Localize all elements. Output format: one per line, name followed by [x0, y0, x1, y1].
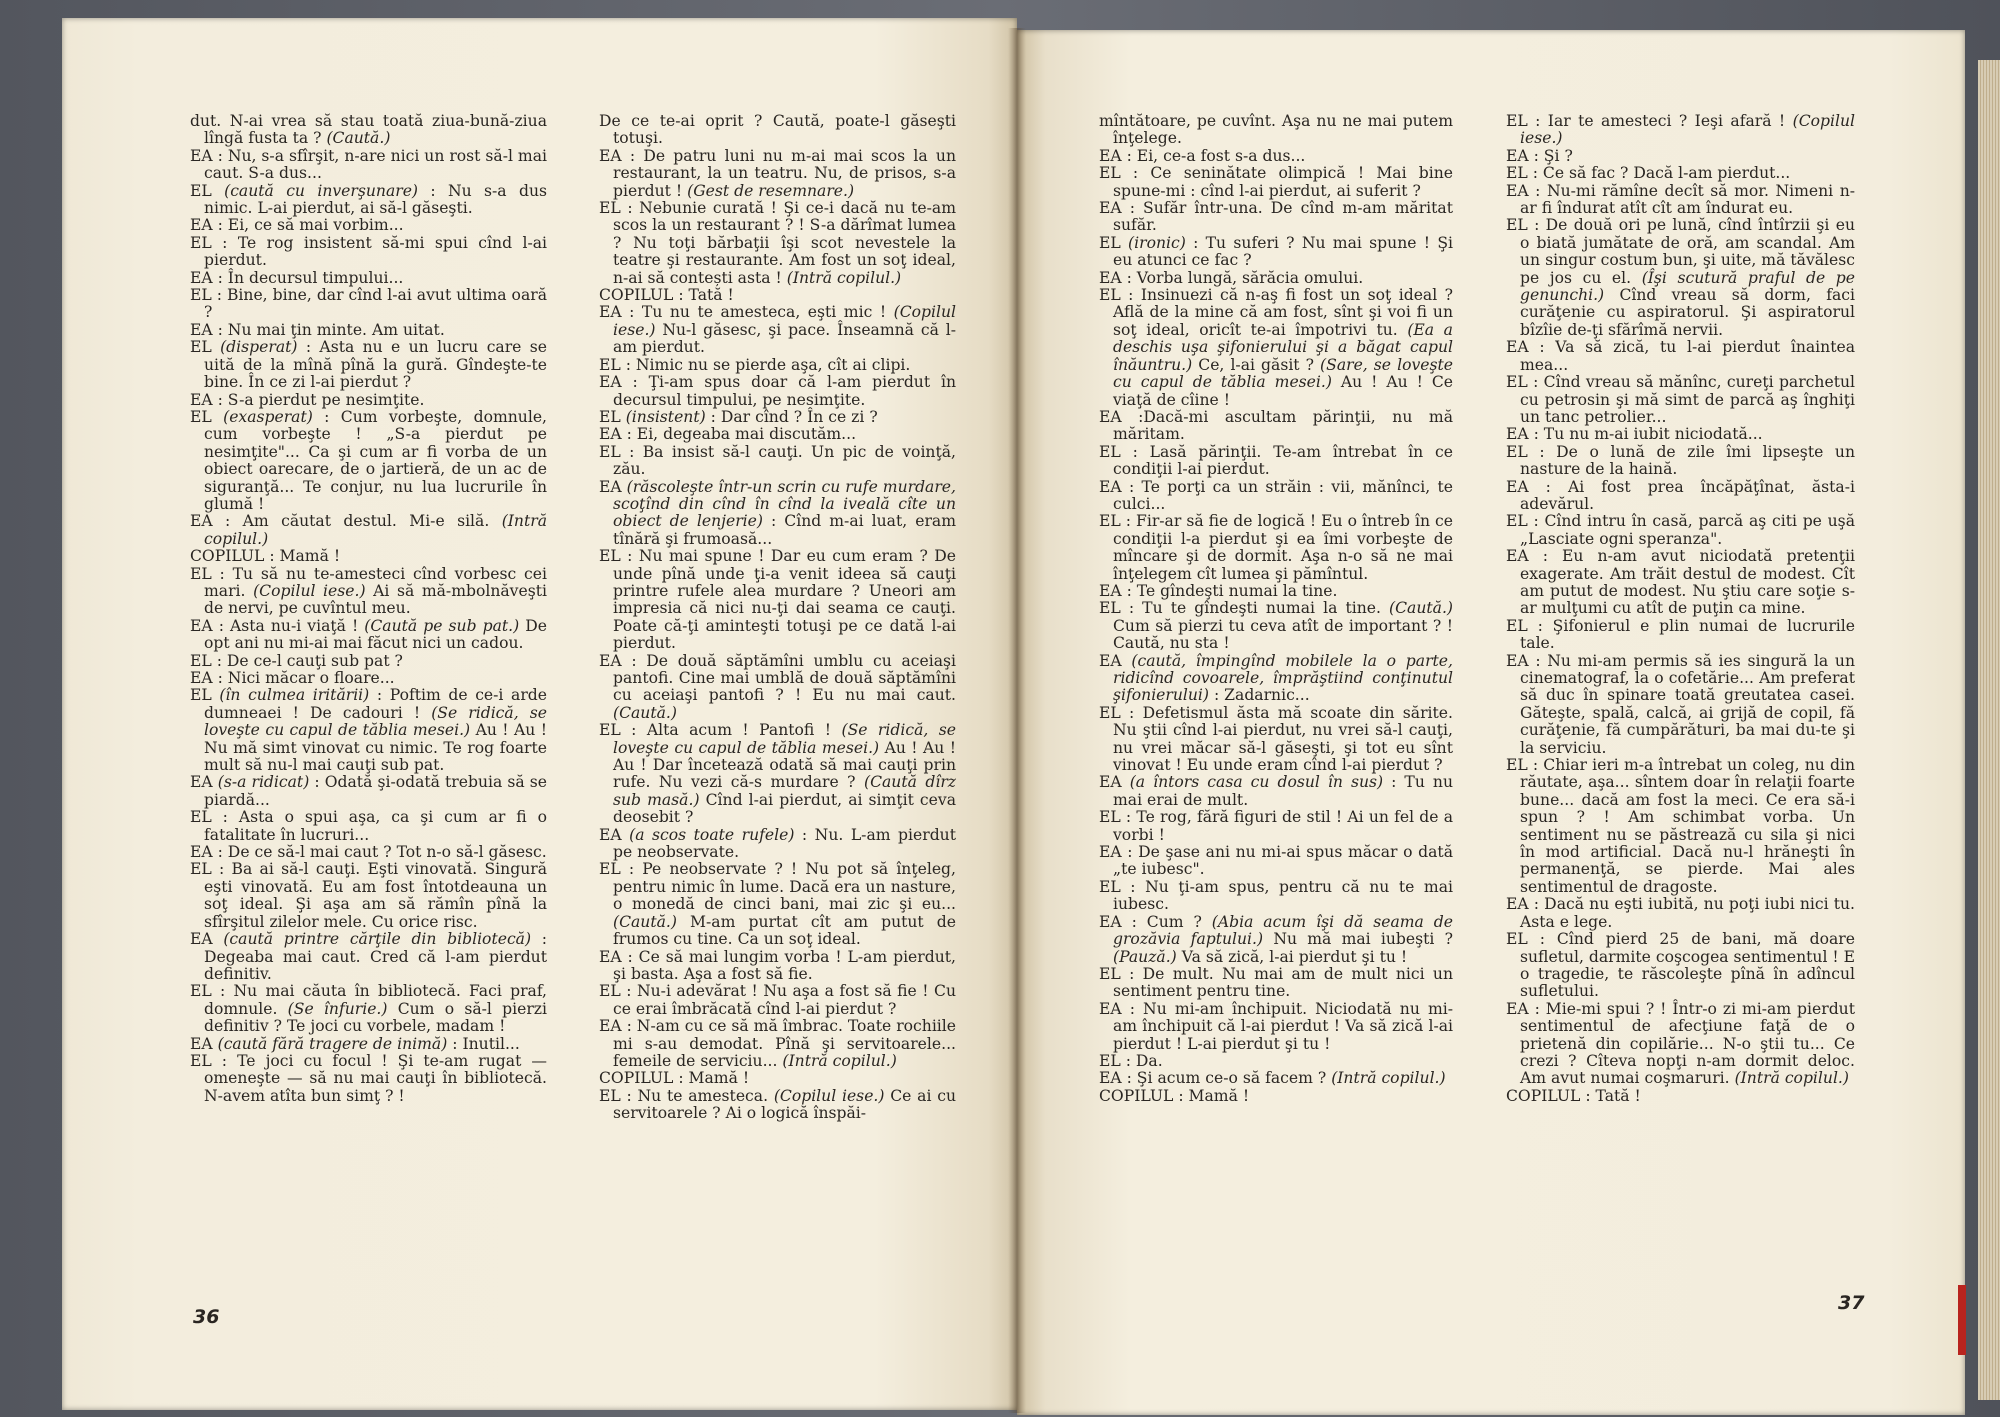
- bookmark-ribbon: [1958, 1285, 1966, 1355]
- dialogue-line: EA : Te porţi ca un străin : vii, mănînci, te culci...: [1099, 477, 1453, 513]
- dialogue-line: EL : Defetismul ăsta mă scoate din sărite. Nu ştii cînd l-ai pierdut, nu vrei să-l cauţi, nu vrei măcar să-l găseşti, şi tot eu sînt vinovat ! Eu unde eram cînd l-ai pierdut ?: [1099, 703, 1453, 775]
- dialogue-line: EA : Mie-mi spui ? ! Într-o zi mi-am pierdut sentimentul de afecţiune faţă de o prietenă din copilărie... N-o ştii tu... Ce crezi ? Cîteva nopţi n-am dormit deloc. Am avut numai coşmaruri. (Intră copilul.): [1506, 999, 1855, 1088]
- dialogue-line: EA : Cum ? (Abia acum îşi dă seama de grozăvia faptului.) Nu mă mai iubeşti ? (Pauză.) Va să zică, l-ai pierdut şi tu !: [1099, 912, 1453, 966]
- dialogue-line: EA (caută fără tragere de inimă) : Inutil...: [190, 1034, 520, 1053]
- book-gutter: [1008, 28, 1026, 1413]
- dialogue-line: EL : Asta o spui aşa, ca şi cum ar fi o fatalitate în lucruri...: [190, 808, 547, 844]
- dialogue-line: EA : Nu-mi rămîne decît să mor. Nimeni n-ar fi îndurat atît cît am îndurat eu.: [1506, 181, 1855, 218]
- dialogue-line: EL : Bine, bine, dar cînd l-ai avut ultima oară ?: [190, 286, 547, 322]
- dialogue-line: EL : Tu să nu te-amesteci cînd vorbesc cei mari. (Copilul iese.) Ai să mă-mbolnăveşti de nervi, pe cuvîntul meu.: [190, 564, 547, 618]
- dialogue-line: EL : Cînd pierd 25 de bani, mă doare sufletul, darmite coşcogea sentimentul ! E o tragedie, te răscoleşte pînă în adîncul sufletului.: [1506, 930, 1855, 1001]
- dialogue-line: EL : De ce-l cauţi sub pat ?: [190, 651, 403, 670]
- dialogue-line: EL : Alta acum ! Pantofi ! (Se ridică, se loveşte cu capul de tăblia mesei.) Au ! Au ! Au ! Dar încetează odată să mai cauţi prin rufe. Nu vezi că-s murdare ? (Caută dîrz sub masă.) Cînd l-ai pierdut, ai simţit ceva deosebit ?: [599, 721, 957, 827]
- dialogue-line: EA (caută, împingînd mobilele la o parte, ridicînd covoarele, împrăştiind conţinutul şifonierului) : Zadarnic...: [1099, 651, 1453, 705]
- dialogue-line: EA : Şi ?: [1506, 146, 1573, 165]
- dialogue-line: EA : S-a pierdut pe nesimţite.: [190, 390, 425, 409]
- dialogue-line: dut. N-ai vrea să stau toată ziua-bună-ziua lîngă fusta ta ? (Caută.): [190, 112, 547, 148]
- text-column-2: [599, 113, 956, 1123]
- dialogue-line: EL : Nu mai spune ! Dar eu cum eram ? De unde pînă unde ţi-a venit ideea să cauţi printre rufele alea murdare ? Uneori am impresia că nici nu-ţi dai seama ce cauţi. Poate că-ţi aminteşti totuşi pe ce dată l-ai pierdut.: [599, 547, 956, 653]
- dialogue-line: EL (insistent) : Dar cînd ? În ce zi ?: [599, 407, 878, 426]
- dialogue-line: EL : Pe neobservate ? ! Nu pot să înţeleg, pentru nimic în lume. Dacă era un nasture, o monedă de cinci bani, mai zic şi eu... (Caută.) M-am purtat cît am putut de frumos cu tine. Ca un soţ ideal.: [599, 860, 956, 949]
- dialogue-line: EA : Vorba lungă, sărăcia omului.: [1099, 268, 1364, 287]
- dialogue-line: EL : Nu ţi-am spus, pentru că nu te mai iubesc.: [1099, 877, 1453, 914]
- dialogue-line: EL : Tu te gîndeşti numai la tine. (Caută.) Cum să pierzi tu ceva atît de important ? ! Caută, nu sta !: [1099, 599, 1453, 653]
- dialogue-line: EA : Ei, ce să mai vorbim...: [190, 216, 404, 235]
- dialogue-line: EL (ironic) : Tu suferi ? Nu mai spune ! Şi eu atunci ce fac ?: [1099, 233, 1453, 270]
- dialogue-line: EA : Nu mi-am permis să ies singură la un cinematograf, la o cofetărie... Am preferat să duc în spinare toată greutatea casei. Găteşte, spală, calcă, ai grijă de copil, fă curăţenie, fă cumpărături, ba mai du-te şi la serviciu.: [1506, 651, 1855, 757]
- dialogue-line: EL (caută cu inverşunare) : Nu s-a dus nimic. L-ai pierdut, ai să-l găseşti.: [190, 181, 547, 218]
- dialogue-line: EA : Va să zică, tu l-ai pierdut înaintea mea...: [1506, 338, 1855, 374]
- page-number-right: 37: [1838, 1292, 1865, 1314]
- dialogue-line: EA : Ai fost prea încăpăţînat, ăsta-i adevărul.: [1506, 477, 1855, 513]
- dialogue-line: EA : Tu nu te amesteca, eşti mic ! (Copilul iese.) Nu-l găsesc, şi pace. Înseamnă că l-am pierdut.: [599, 303, 956, 357]
- dialogue-line: EA : Ei, degeaba mai discutăm...: [599, 425, 857, 444]
- dialogue-line: EA : Dacă nu eşti iubită, nu poţi iubi nici tu. Asta e lege.: [1506, 895, 1855, 931]
- dialogue-line: COPILUL : Tată !: [599, 286, 734, 305]
- dialogue-line: EA : De două săptămîni umblu cu aceiaşi pantofi. Cine mai umblă de două săptămîni cu aceiaşi pantofi ? ! Eu nu mai caut. (Caută.): [599, 651, 956, 722]
- dialogue-line: EL (exasperat) : Cum vorbeşte, domnule, cum vorbeşte ! „S-a pierdut pe nesimţite"... Ca şi cum ar fi vorba de un obiect oarecare, de o jartieră, de un ac de siguranţă... Te conjur, nu lua lucrurile în glumă !: [190, 407, 548, 513]
- dialogue-line: EL : Chiar ieri m-a întrebat un coleg, nu din răutate, aşa... sîntem doar în relaţii foarte bune... dacă am fost la meci. Ce era să-i spun ? ! Am schimbat vorba. Un sentiment nu se păstrează cu sila şi nici în mod artificial. Dacă nu-l hrăneşti în permanenţă, se pierde. Mai ales sentimentul de dragoste.: [1506, 756, 1855, 896]
- dialogue-line: EL : Da.: [1099, 1051, 1163, 1070]
- dialogue-line: EL : Ba insist să-l cauţi. Un pic de voinţă, zău.: [599, 442, 956, 479]
- dialogue-line: EA : Ei, ce-a fost s-a dus...: [1099, 146, 1306, 165]
- dialogue-line: EA : Eu n-am avut niciodată pretenţii exagerate. Am trăit destul de modest. Cît am putut de modest. Nu ştiu care soţie s-ar mulţumi cu atît de puţin ca mine.: [1506, 547, 1855, 618]
- dialogue-line: EL : Şifonierul e plin numai de lucrurile tale.: [1506, 616, 1855, 653]
- dialogue-line: EA (a scos toate rufele) : Nu. L-am pierdut pe neobservate.: [599, 825, 956, 862]
- dialogue-line: EA : Ce să mai lungim vorba ! L-am pierdut, şi basta. Aşa a fost să fie.: [599, 947, 956, 983]
- dialogue-line: COPILUL : Mamă !: [1099, 1086, 1250, 1105]
- dialogue-line: EL : Nu te amesteca. (Copilul iese.) Ce ai cu servitoarele ? Ai o logică înspăi-: [599, 1086, 956, 1123]
- dialogue-line: EL : De mult. Nu mai am de mult nici un sentiment pentru tine.: [1099, 964, 1453, 1001]
- dialogue-line: mîntătoare, pe cuvînt. Aşa nu ne mai putem înţelege.: [1099, 112, 1453, 148]
- dialogue-line: EL : Te joci cu focul ! Şi te-am rugat — omeneşte — să nu mai cauţi în bibliotecă. N-avem atîta bun simţ ? !: [190, 1051, 547, 1105]
- dialogue-line: EA : N-am cu ce să mă îmbrac. Toate rochiile mi s-au demodat. Pînă şi servitoarele... femeile de serviciu... (Intră copilul.): [599, 1017, 957, 1070]
- dialogue-line: EL : De o lună de zile îmi lipseşte un nasture de la haină.: [1506, 442, 1855, 479]
- dialogue-line: COPILUL : Mamă !: [599, 1069, 750, 1088]
- text-column-3: [1099, 113, 1453, 1105]
- dialogue-line: EL : Te rog insistent să-mi spui cînd l-ai pierdut.: [190, 233, 547, 270]
- dialogue-line: EA : Nu mi-am închipuit. Niciodată nu mi-am închipuit că l-ai pierdut ! Va să zică l-ai pierdut ! L-ai pierdut şi tu !: [1099, 999, 1453, 1053]
- dialogue-line: De ce te-ai oprit ? Caută, poate-l găseşti totuşi.: [599, 112, 956, 148]
- page-edges: [1978, 60, 2000, 1400]
- dialogue-line: EA : De patru luni nu m-ai mai scos la un restaurant, la un teatru. Nu, de prisos, s-a pierdut ! (Gest de resemnare.): [599, 146, 956, 200]
- page-number-left: 36: [193, 1306, 220, 1328]
- dialogue-line: EL (disperat) : Asta nu e un lucru care se uită de la mînă pînă la gură. Gîndeşte-te bine. În ce zi l-ai pierdut ?: [190, 338, 547, 392]
- dialogue-line: EA : Nici măcar o floare...: [190, 669, 395, 687]
- dialogue-line: EL : Nimic nu se pierde aşa, cît ai clipi.: [599, 355, 911, 374]
- dialogue-line: EL : Insinuezi că n-aş fi fost un soţ ideal ? Află de la mine că am fost, sînt şi voi fi un soţ ideal, oricît te-ai împotrivi tu. (Ea a deschis uşa şifonierului şi a băgat capul înăuntru.) Ce, l-ai găsit ? (Sare, se loveşte cu capul de tăblia mesei.) Au ! Au ! Ce viaţă de cîine !: [1099, 286, 1453, 409]
- dialogue-line: COPILUL : Tată !: [1506, 1086, 1641, 1105]
- dialogue-line: EA : De ce să-l mai caut ? Tot n-o să-l găsesc.: [190, 843, 547, 862]
- dialogue-line: EA : Am căutat destul. Mi-e silă. (Intră copilul.): [190, 512, 547, 548]
- dialogue-line: EA (a întors casa cu dosul în sus) : Tu nu mai erai de mult.: [1099, 773, 1454, 809]
- dialogue-line: EA : În decursul timpului...: [190, 268, 404, 287]
- dialogue-line: EA : De şase ani nu mi-ai spus măcar o dată „te iubesc".: [1099, 843, 1453, 879]
- dialogue-line: EL (în culmea iritării) : Poftim de ce-i arde dumneaei ! De cadouri ! (Se ridică, se loveşte cu capul de tăblia mesei.) Au ! Au ! Nu mă simt vinovat cu nimic. Te rog foarte mult să nu-l mai cauţi sub pat.: [190, 686, 547, 775]
- dialogue-line: EL : Lasă părinţii. Te-am întrebat în ce condiţii l-ai pierdut.: [1099, 442, 1453, 479]
- dialogue-line: EL : Ba ai să-l cauţi. Eşti vinovată. Singură eşti vinovată. Eu am fost întotdeauna un soţ ideal. Şi aşa am să rămîn pînă la sfîrşitul zilelor mele. Cu orice risc.: [190, 860, 547, 931]
- dialogue-line: EA : Ţi-am spus doar că l-am pierdut în decursul timpului, pe nesimţite.: [599, 373, 956, 409]
- dialogue-line: COPILUL : Mamă !: [190, 547, 341, 566]
- dialogue-line: EA (s-a ridicat) : Odată şi-odată trebuia să se piardă...: [190, 773, 548, 809]
- dialogue-line: EA :Dacă-mi ascultam părinţii, nu mă măritam.: [1099, 407, 1453, 444]
- dialogue-line: EL : Ce seninătate olimpică ! Mai bine spune-mi : cînd l-ai pierdut, ai suferit ?: [1099, 164, 1453, 200]
- dialogue-line: EL : Iar te amesteci ? Ieşi afară ! (Copilul iese.): [1506, 112, 1855, 148]
- dialogue-line: EL : Nebunie curată ! Şi ce-i dacă nu te-am scos la un restaurant ? ! S-a dărîmat lumea ? Nu toţi bărbaţii îşi scot nevestele la teatre şi restaurante. Am fost un soţ ideal, n-ai să contești asta ! (Intră copilul.): [599, 199, 956, 287]
- dialogue-line: EA : Tu nu m-ai iubit niciodată...: [1506, 425, 1763, 444]
- dialogue-line: EA (caută printre cărţile din bibliotecă) : Degeaba mai caut. Cred că l-am pierdut definitiv.: [190, 930, 547, 983]
- text-column-1: [190, 113, 547, 1105]
- dialogue-line: EA : Te gîndeşti numai la tine.: [1099, 581, 1338, 600]
- dialogue-line: EL : Te rog, fără figuri de stil ! Ai un fel de a vorbi !: [1099, 808, 1453, 844]
- dialogue-line: EL : Cînd intru în casă, parcă aş citi pe uşă „Lasciate ogni speranza".: [1506, 512, 1855, 548]
- dialogue-line: EL : Nu mai căuta în bibliotecă. Faci praf, domnule. (Se înfurie.) Cum o să-l pierzi definitiv ? Te joci cu vorbele, madam !: [190, 982, 548, 1036]
- dialogue-line: EA : Nu, s-a sfîrşit, n-are nici un rost să-l mai caut. S-a dus...: [190, 146, 547, 183]
- dialogue-line: EA (răscoleşte într-un scrin cu rufe murdare, scoţînd din cînd în cînd la iveală cîte un obiect de lenjerie) : Cînd m-ai luat, eram tînără şi frumoasă...: [599, 477, 956, 548]
- dialogue-line: EA : Sufăr într-una. De cînd m-am măritat sufăr.: [1099, 199, 1453, 235]
- dialogue-line: EL : De două ori pe lună, cînd întîrzii şi eu o biată jumătate de oră, am scandal. Am un singur costum bun, şi uite, mă tăvălesc pe jos cu el. (Îşi scutură praful de pe genunchi.) Cînd vreau să dorm, faci curăţenie cu aspiratorul. Şi aspiratorul bîzîie de-ţi sfărîmă nervii.: [1506, 216, 1856, 339]
- text-column-4: [1506, 113, 1855, 1105]
- dialogue-line: EL : Nu-i adevărat ! Nu aşa a fost să fie ! Cu ce erai îmbrăcată cînd l-ai pierdut ?: [599, 982, 956, 1018]
- dialogue-line: EA : Nu mai ţin minte. Am uitat.: [190, 320, 445, 339]
- dialogue-line: EL : Fir-ar să fie de logică ! Eu o întreb în ce condiţii l-a pierdut şi ea îmi vorbeşte de mîncare şi de dormit. Aşa n-o să ne mai înţelegem cît lumea şi pămîntul.: [1099, 512, 1453, 583]
- dialogue-line: EA : Asta nu-i viaţă ! (Caută pe sub pat.) De opt ani nu mi-ai mai făcut nici un cadou.: [190, 616, 547, 653]
- dialogue-line: EL : Ce să fac ? Dacă l-am pierdut...: [1506, 164, 1791, 183]
- dialogue-line: EA : Şi acum ce-o să facem ? (Intră copilul.): [1099, 1069, 1446, 1088]
- dialogue-line: EL : Cînd vreau să mănînc, cureţi parchetul cu petrosin şi mă simt de parcă aş înghiţi un tanc petrolier...: [1506, 373, 1855, 426]
